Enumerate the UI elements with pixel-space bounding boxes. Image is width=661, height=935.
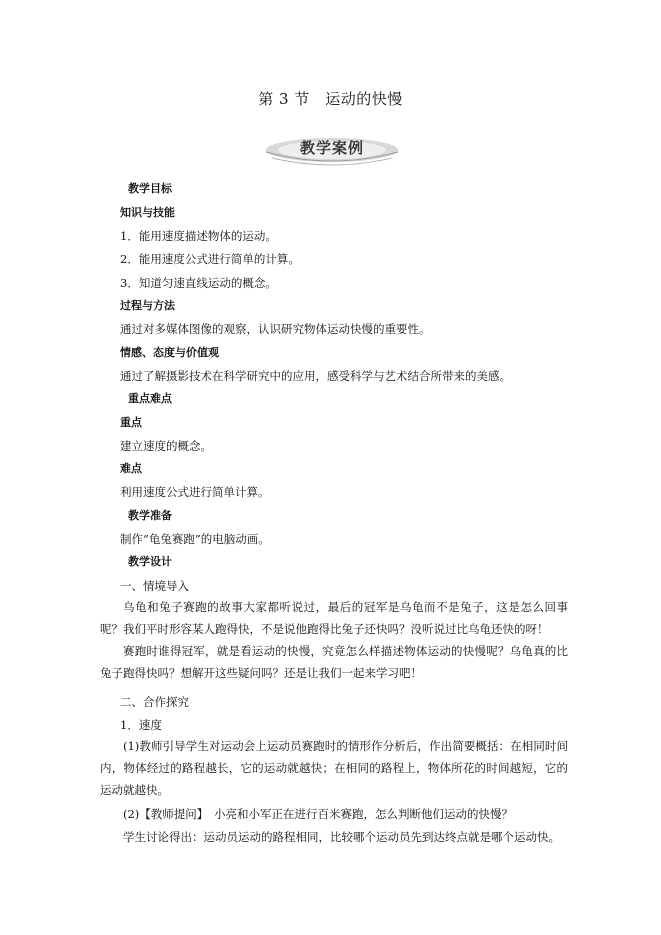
part2-paragraph-3: 学生讨论得出：运动员运动的路程相同，比较哪个运动员先到达终点就是哪个运动快。	[123, 830, 560, 844]
emotion-text: 通过了解摄影技术在科学研究中的应用，感受科学与艺术结合所带来的美感。	[120, 369, 511, 383]
difficulty-heading: 难点	[120, 462, 142, 475]
goals-heading: 教学目标	[128, 182, 172, 195]
part1-paragraph-2: 赛跑时谁得冠军，就是看运动的快慢，究竟怎么样描述物体运动的快慢呢？乌龟真的比兔子跑得快吗？想解开这些疑问吗？还是让我们一起来学习吧！	[100, 644, 568, 680]
focus-text: 建立速度的概念。	[120, 439, 212, 453]
difficulty-text: 利用速度公式进行简单计算。	[120, 485, 270, 499]
part2-paragraph-2: (2)【教师提问】 小亮和小军正在进行百米赛跑，怎么判断他们运动的快慢？	[123, 807, 514, 821]
knowledge-item-2: 2．能用速度公式进行简单的计算。	[120, 252, 300, 266]
part1-heading: 一、情境导入	[120, 579, 189, 593]
part2-heading: 二、合作探究	[120, 695, 189, 709]
key-heading: 重点难点	[128, 392, 172, 405]
emotion-heading: 情感、态度与价值观	[120, 346, 219, 359]
prep-heading: 教学准备	[128, 509, 172, 522]
part1-paragraph-1: 乌龟和兔子赛跑的故事大家都听说过，最后的冠军是乌龟而不是兔子，这是怎么回事呢？我们平时形容某人跑得快，不是说他跑得比兔子还快吗？没听说过比乌龟还快的呀！	[100, 600, 568, 636]
process-text: 通过对多媒体图像的观察，认识研究物体运动快慢的重要性。	[120, 322, 431, 336]
part2-paragraph-1: (1)教师引导学生对运动会上运动员赛跑时的情形作分析后，作出简要概括：在相同时间内，物体经过的路程越长，它的运动就越快；在相同的路程上，物体所花的时间越短，它的运动就越快。	[100, 739, 568, 797]
focus-heading: 重点	[120, 416, 142, 429]
knowledge-item-1: 1．能用速度描述物体的运动。	[120, 229, 277, 243]
knowledge-heading: 知识与技能	[120, 206, 175, 219]
part2-subheading-speed: 1．速度	[120, 718, 162, 732]
section-banner	[262, 130, 402, 168]
lesson-title: 第 3 节 运动的快慢	[258, 90, 403, 108]
prep-text: 制作“龟兔赛跑”的电脑动画。	[120, 532, 270, 546]
process-heading: 过程与方法	[120, 299, 175, 312]
design-heading: 教学设计	[128, 555, 172, 568]
banner-label: 教学案例	[299, 139, 364, 157]
knowledge-item-3: 3．知道匀速直线运动的概念。	[120, 276, 277, 290]
